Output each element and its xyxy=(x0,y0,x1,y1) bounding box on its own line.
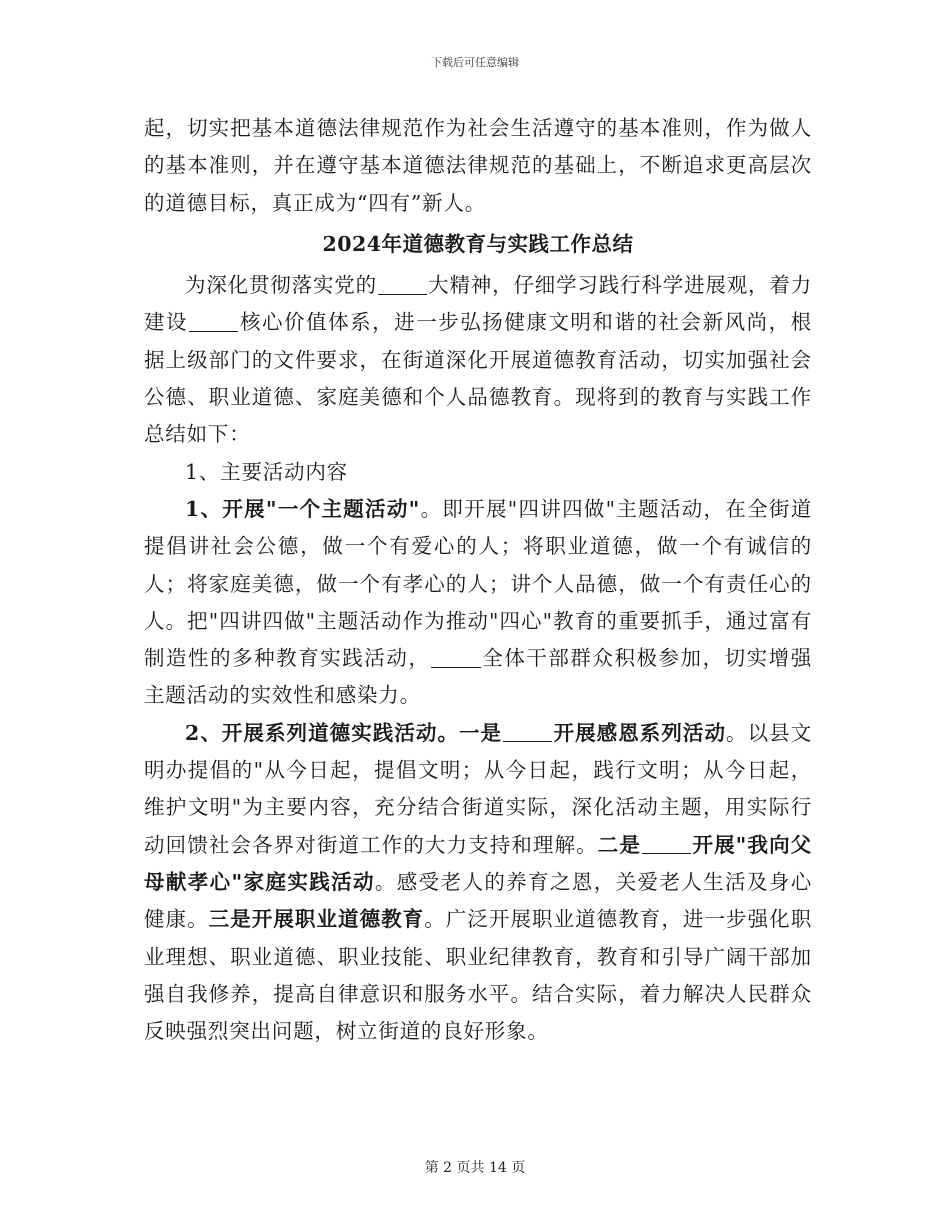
bold-lead: 1、开展"一个主题活动" xyxy=(185,496,421,521)
bold-lead: 2、开展系列道德实践活动。一是 xyxy=(185,720,503,745)
fill-blank xyxy=(189,310,238,332)
bold-lead: 三是开展职业道德教育 xyxy=(208,907,425,932)
fill-blank xyxy=(642,833,691,855)
document-title: 2024年道德教育与实践工作总结 xyxy=(322,231,634,256)
item-2-paragraph xyxy=(144,715,812,1051)
paragraph-text: 大精神，仔细学习践行科学进展观，着力建设 xyxy=(144,273,812,335)
paragraph-text: 。广泛开展职业道德教育，进一步强化职业理想、职业道德、职业技能、职业纪律教育，教育和引导广阔干部加强自我修养，提高自律意识和服务水平。结合实际，着力解决人民群众反映强烈突出问题，树立街道的良好形象。 xyxy=(144,907,812,1044)
paragraph-text: 起，切实把基本道德法律规范作为社会生活遵守的基本准则，作为做人的基本准则，并在遵守基本道德法律规范的基础上，不断追求更高层次的道德目标，真正成为“四有”新人。 xyxy=(144,116,812,215)
page-header: 下载后可任意编辑 xyxy=(431,56,519,69)
section-heading: 1、主要活动内容 xyxy=(185,459,348,484)
document-body xyxy=(144,110,812,1050)
continued-paragraph xyxy=(144,110,812,222)
fill-blank xyxy=(431,646,480,668)
fill-blank xyxy=(378,273,427,295)
bold-lead: 开展"我向父母献孝心"家庭实践活动 xyxy=(144,832,812,894)
intro-paragraph xyxy=(144,267,812,453)
item-1-paragraph xyxy=(144,491,812,715)
paragraph-text: 为深化贯彻落实党的 xyxy=(185,273,377,298)
paragraph-text: 。感受老人的养育之恩，关爱老人生活及身心健康。 xyxy=(144,869,812,932)
paragraph-text: 。以县文明办提倡的"从今日起，提倡文明；从今日起，践行文明；从今日起，维护文明"为主要内容，充分结合街道实际，深化活动主题，用实际行动回馈社会各界对街道工作的大力支持和理解。 xyxy=(144,720,813,857)
bold-lead: 二是 xyxy=(597,832,641,857)
paragraph-text: 全体干部群众积极参加，切实增强主题活动的实效性和感染力。 xyxy=(144,646,812,708)
paragraph-text: 。即开展"四讲四做"主题活动，在全街道提倡讲社会公德，做一个有爱心的人；将职业道德，做一个有诚信的人；将家庭美德，做一个有孝心的人；讲个人品德，做一个有责任心的人。把"四讲四做"主题活动作为推动"四心"教育的重要抓手，通过富有制造性的多种教育实践活动， xyxy=(144,496,812,671)
page-footer: 第 2 页共 14 页 xyxy=(424,1160,526,1176)
fill-blank xyxy=(503,721,552,743)
paragraph-text: 核心价值体系，进一步弘扬健康文明和谐的社会新风尚，根据上级部门的文件要求，在街道深化开展道德教育活动，切实加强社会公德、职业道德、家庭美德和个人品德教育。现将到的教育与实践工作总结如下： xyxy=(144,310,812,447)
bold-lead: 开展感恩系列活动 xyxy=(553,720,727,745)
